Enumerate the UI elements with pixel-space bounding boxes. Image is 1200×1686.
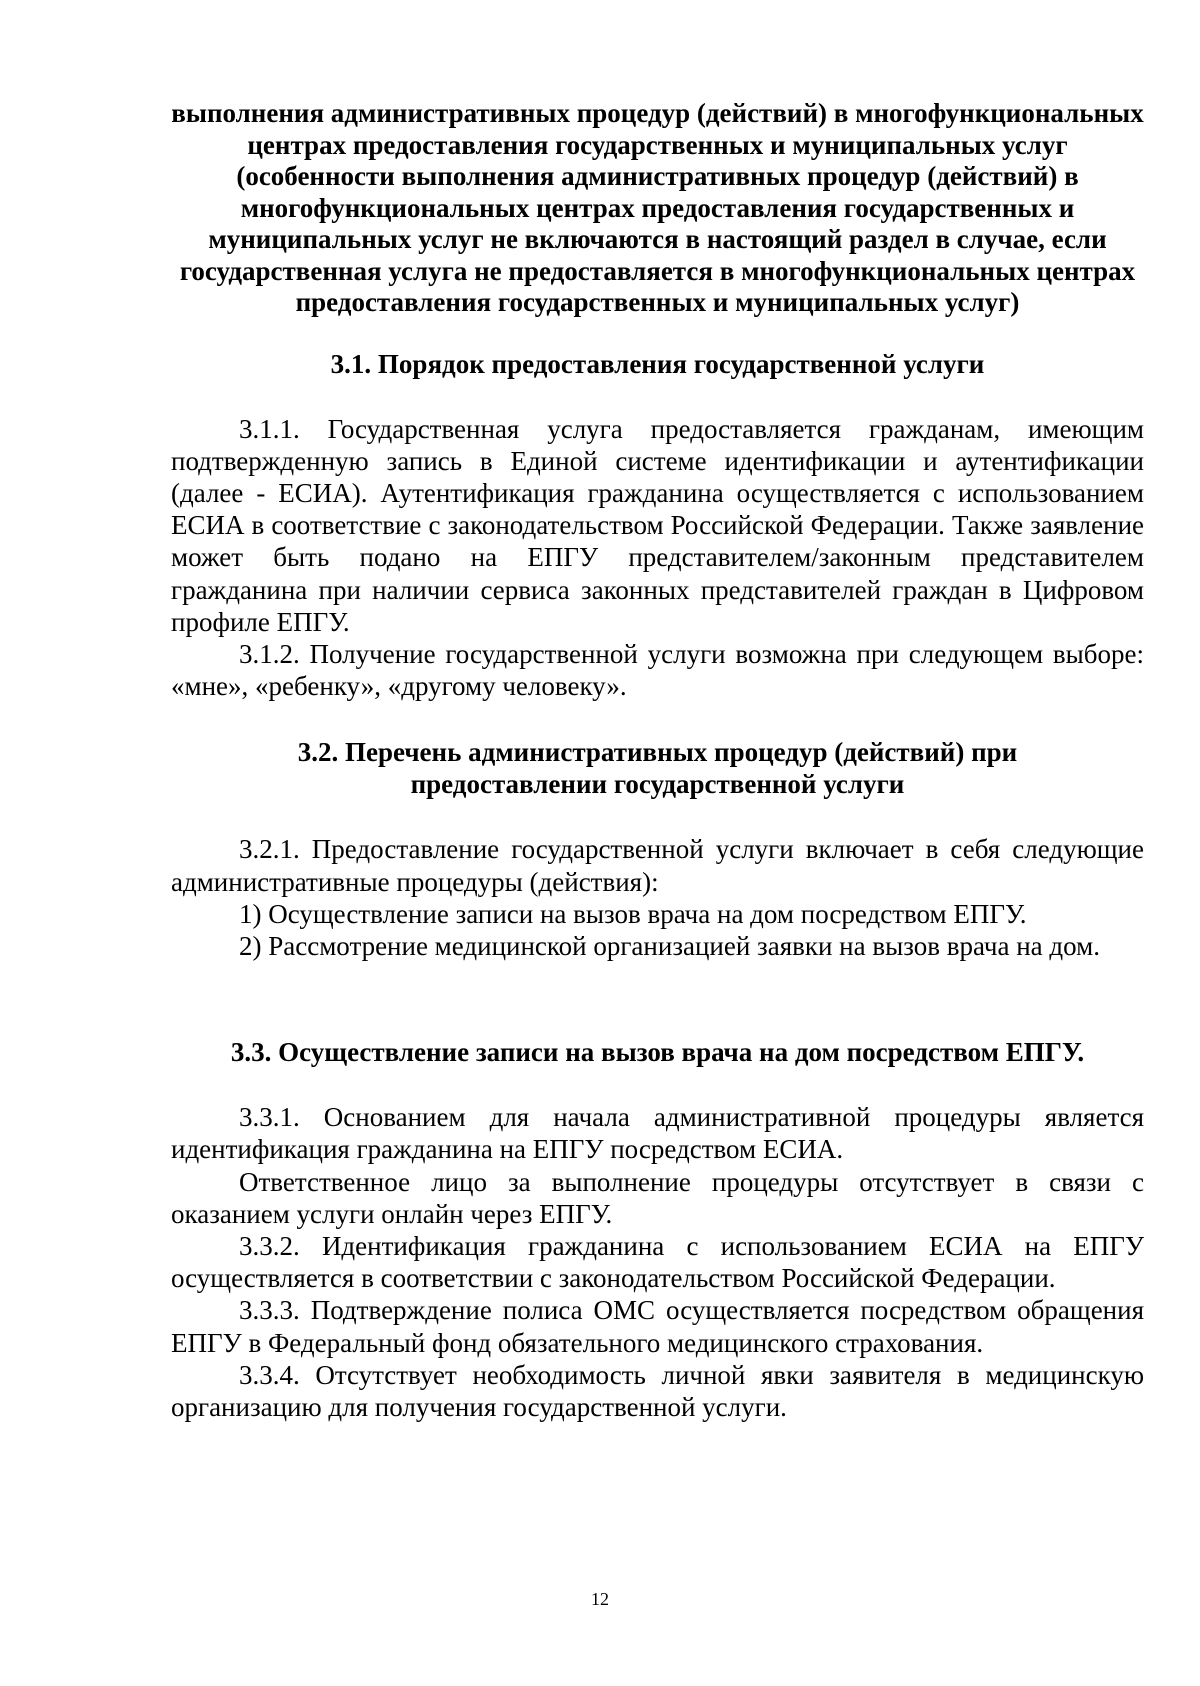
section-3-1-heading: 3.1. Порядок предоставления государственной услуги (330, 348, 985, 379)
paragraph-3-2-1: 3.2.1. Предоставление государственной услуги включает в себя следующие административные процедуры (действия): (171, 834, 1144, 897)
list-item-1: 1) Осуществление записи на вызов врача на дом посредством ЕПГУ. (239, 898, 1027, 929)
paragraph-3-3-4: 3.3.4. Отсутствует необходимость личной явки заявителя в медицинскую организацию для получения государственной услуги. (171, 1359, 1144, 1422)
paragraph-3-1-2: 3.1.2. Получение государственной услуги возможна при следующем выборе: «мне», «ребенку», «другому человеку». (171, 638, 1144, 702)
section-3-2-heading (171, 736, 1144, 800)
page-content (171, 98, 1144, 1423)
paragraph-3-3-1: 3.3.1. Основанием для начала административной процедуры является идентификация гражданина на ЕПГУ посредством ЕСИА. (171, 1102, 1144, 1165)
list-item-2: 2) Рассмотрение медицинской организацией заявки на вызов врача на дом. (239, 930, 1100, 961)
paragraph-3-3-3: 3.3.3. Подтверждение полиса ОМС осуществляется посредством обращения ЕПГУ в Федеральный фонд обязательного медицинского страхования. (171, 1295, 1144, 1358)
paragraph-3-1-1: 3.1.1. Государственная услуга предоставляется гражданам, имеющим подтвержденную запись в Единой системе идентификации и аутентификации (далее - ЕСИА). Аутентификация гражданина осуществляется с использованием ЕСИА в соответствие с законодательством Российской Федерации. Также заявление может быть подано на ЕПГУ представителем/законным представителем гражданина при наличии сервиса законных представителей граждан в Цифровом профиле ЕПГУ. (171, 413, 1144, 637)
section-3-2-heading-line-2: предоставлении государственной услуги (410, 769, 905, 800)
section-3-2-heading-line-1: 3.2. Перечень административных процедур (действий) при (297, 737, 1018, 768)
paragraph-responsible-person: Ответственное лицо за выполнение процедуры отсутствует в связи с оказанием услуги онлайн через ЕПГУ. (171, 1166, 1144, 1229)
page-number: 12 (591, 1589, 609, 1609)
intro-heading: выполнения административных процедур (действий) в многофункциональных центрах предоставления государственных и муниципальных услуг (особенности выполнения административных процедур (действий) в многофункциональных центрах предоставления государственных и муниципальных услуг не включаются в настоящий раздел в случае, если государственная услуга не предоставляется в многофункциональных центрах предоставления государственных и муниципальных услуг) (171, 98, 1144, 317)
section-3-3-heading: 3.3. Осуществление записи на вызов врача на дом посредством ЕПГУ. (230, 1037, 1085, 1068)
paragraph-3-3-2: 3.3.2. Идентификация гражданина с использованием ЕСИА на ЕПГУ осуществляется в соответствии с законодательством Российской Федерации. (171, 1230, 1144, 1294)
